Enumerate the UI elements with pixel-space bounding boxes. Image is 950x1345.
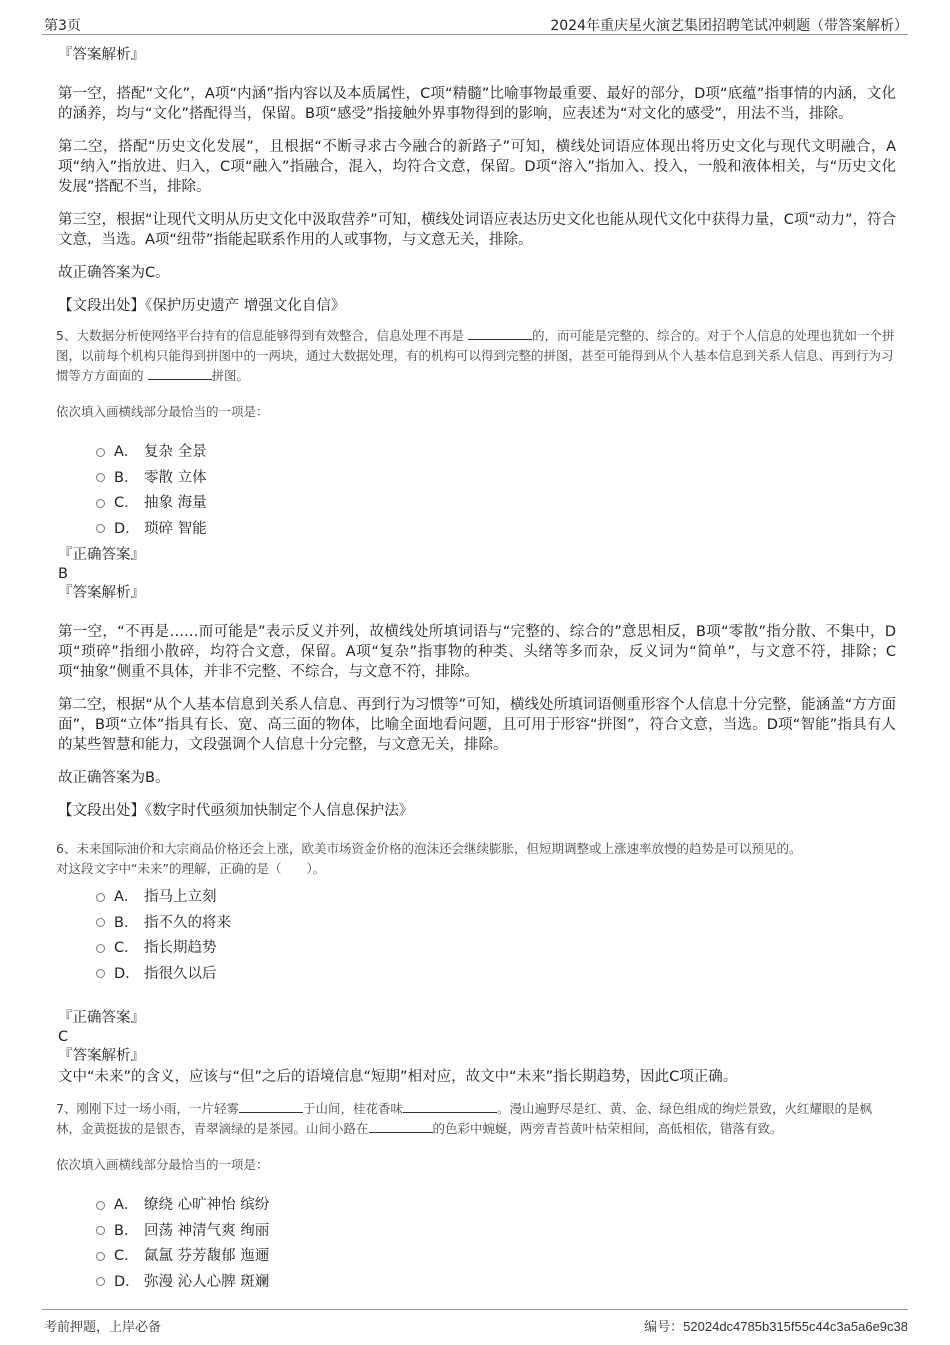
page-header bbox=[42, 12, 908, 35]
q7-blank-1 bbox=[239, 1100, 303, 1113]
radio-icon[interactable] bbox=[96, 1277, 105, 1286]
q5-analysis-paragraph: 第二空，根据“从个人基本信息到关系人信息、再到行为习惯等”可知，横线处所填词语侧重形容个人信息十分完整，能涵盖“方方面面”，B项“立体”指具有长、宽、高三面的物体，比喻全面地看问题，且可用于形容“拼图”，符合文意，当选。D项“智能”指具有人的某些智慧和能力，文段强调个人信息十分完整，与文意无关，排除。 bbox=[58, 697, 896, 753]
page-number: 第3页 bbox=[44, 18, 81, 34]
q7-options bbox=[96, 1191, 896, 1293]
radio-icon[interactable] bbox=[96, 473, 105, 482]
document-code: 编号：52024dc4785b315f55c44c3a5a6e9c38 bbox=[644, 1319, 908, 1334]
q6-answer: C bbox=[58, 1029, 69, 1045]
q7-blank-3 bbox=[369, 1120, 433, 1133]
q5-text-1: 5、大数据分析使网络平台持有的信息能够得到有效整合，信息处理不再是 bbox=[56, 328, 464, 343]
q7-blank-2 bbox=[403, 1100, 497, 1113]
q6-options bbox=[96, 883, 896, 985]
q4-analysis-paragraph: 第一空，搭配“文化”，A项“内涵”指内容以及本质属性，C项“精髓”比喻事物最重要、最好的部分，D项“底蕴”指事情的内涵，文化的涵养，均与“文化”搭配得当，保留。B项“感受”指接触外界事物得到的影响，应表述为“对文化的感受”，用法不当，排除。 bbox=[58, 86, 896, 122]
radio-icon[interactable] bbox=[96, 918, 105, 927]
radio-icon[interactable] bbox=[96, 1252, 105, 1261]
q6-answer-label: 『正确答案』 bbox=[58, 1010, 145, 1026]
q6-option-d[interactable]: D． 指很久以后 bbox=[96, 960, 896, 986]
radio-icon[interactable] bbox=[96, 448, 105, 457]
q5-option-b[interactable]: B． 零散 立体 bbox=[96, 464, 896, 490]
q6-analysis-label: 『答案解析』 bbox=[58, 1048, 145, 1064]
page-footer bbox=[42, 1309, 908, 1338]
q6-question-line2: 对这段文字中“未来”的理解，正确的是（ ）。 bbox=[56, 861, 326, 876]
document-title: 2024年重庆星火演艺集团招聘笔试冲刺题（带答案解析） bbox=[550, 18, 908, 34]
q5-text-2: 的，而可能是完整的、综合的。对于个人信息的处理也犹如一个拼图，以前每个机构只能得到拼图中的一两块，通过大数据处理，有的机构可以得到完整的拼图，甚至可能得到从个人基本信息到关系人信息、再到行为习惯等方方面面的 bbox=[56, 328, 895, 383]
q5-option-d[interactable]: D． 琐碎 智能 bbox=[96, 515, 896, 541]
q5-blank-2 bbox=[148, 367, 212, 380]
q5-options bbox=[96, 438, 896, 540]
q5-analysis-label: 『答案解析』 bbox=[58, 585, 145, 601]
q4-analysis-paragraph: 第二空，搭配“历史文化发展”，且根据“不断寻求古今融合的新路子”可知，横线处词语应体现出将历史文化与现代文明融合，A项“纳入”指放进、归入，C项“融入”指融合，混入，均符合文意，保留。D项“溶入”指加入、投入，一般和液体相关，与“历史文化发展”搭配不当，排除。 bbox=[58, 139, 896, 195]
q5-prompt: 依次填入画横线部分最恰当的一项是： bbox=[56, 404, 269, 419]
radio-icon[interactable] bbox=[96, 499, 105, 508]
q7-option-b[interactable]: B． 回荡 神清气爽 绚丽 bbox=[96, 1217, 896, 1243]
q6-analysis: 文中“未来”的含义，应该与“但”之后的语境信息“短期”相对应，故文中“未来”指长期趋势，因此C项正确。 bbox=[58, 1069, 738, 1085]
q5-conclusion: 故正确答案为B。 bbox=[58, 770, 170, 786]
document-body bbox=[56, 44, 896, 1293]
q5-option-c[interactable]: C． 抽象 海量 bbox=[96, 489, 896, 515]
radio-icon[interactable] bbox=[96, 969, 105, 978]
radio-icon[interactable] bbox=[96, 1226, 105, 1235]
q4-analysis-paragraph: 第三空，根据“让现代文明从历史文化中汲取营养”可知，横线处词语应表达历史文化也能从现代文化中获得力量，C项“动力”，符合文意，当选。A项“纽带”指能起联系作用的人或事物，与文意无关，排除。 bbox=[58, 212, 896, 248]
radio-icon[interactable] bbox=[96, 1201, 105, 1210]
q4-conclusion: 故正确答案为C。 bbox=[58, 265, 170, 281]
q7-option-c[interactable]: C． 氤氲 芬芳馥郁 迤逦 bbox=[96, 1242, 896, 1268]
q5-analysis-paragraph: 第一空，“不再是……而可能是”表示反义并列，故横线处所填词语与“完整的、综合的”意思相反，B项“零散”指分散、不集中，D项“琐碎”指细小散碎，均符合文意，保留。A项“复杂”指事物的种类、头绪等多而杂，反义词为“简单”，与文意不符，排除；C项“抽象”侧重不具体，并非不完整、不综合，与文意不符，排除。 bbox=[58, 624, 896, 680]
q7-prompt: 依次填入画横线部分最恰当的一项是： bbox=[56, 1157, 269, 1172]
q7-option-a[interactable]: A． 缭绕 心旷神怡 缤纷 bbox=[96, 1191, 896, 1217]
q7-option-d[interactable]: D． 弥漫 沁人心脾 斑斓 bbox=[96, 1268, 896, 1294]
q5-blank-1 bbox=[468, 327, 532, 340]
q6-option-b[interactable]: B． 指不久的将来 bbox=[96, 909, 896, 935]
q6-question-line1: 6、未来国际油价和大宗商品价格还会上涨，欧美市场资金价格的泡沫还会继续膨胀，但短期调整或上涨速率放慢的趋势是可以预见的。 bbox=[56, 841, 802, 856]
q4-analysis-label: 『答案解析』 bbox=[58, 47, 145, 63]
q5-answer-label: 『正确答案』 bbox=[58, 547, 145, 563]
q6-option-a[interactable]: A． 指马上立刻 bbox=[96, 883, 896, 909]
q5-option-a[interactable]: A． 复杂 全景 bbox=[96, 438, 896, 464]
q4-source: 【文段出处】《保护历史遗产 增强文化自信》 bbox=[58, 298, 346, 314]
q5-question bbox=[56, 326, 896, 386]
radio-icon[interactable] bbox=[96, 893, 105, 902]
q5-source: 【文段出处】《数字时代亟须加快制定个人信息保护法》 bbox=[58, 803, 414, 819]
q6-option-c[interactable]: C． 指长期趋势 bbox=[96, 934, 896, 960]
footer-slogan: 考前押题，上岸必备 bbox=[44, 1320, 162, 1335]
radio-icon[interactable] bbox=[96, 944, 105, 953]
radio-icon[interactable] bbox=[96, 524, 105, 533]
q5-text-3: 拼图。 bbox=[211, 368, 250, 383]
q7-question: 7、刚刚下过一场小雨，一片轻雾 于山间，桂花香味 。漫山遍野尽是红、黄、金、绿色组成的绚烂景致，火红耀眼的是枫林，金黄挺拔的是银杏，青翠滴绿的是茶园。山间小路在 的色彩中蜿蜒，两旁青苔黄叶枯荣相间，高低相依，错落有致。 bbox=[56, 1101, 872, 1136]
q5-answer: B bbox=[58, 566, 68, 582]
